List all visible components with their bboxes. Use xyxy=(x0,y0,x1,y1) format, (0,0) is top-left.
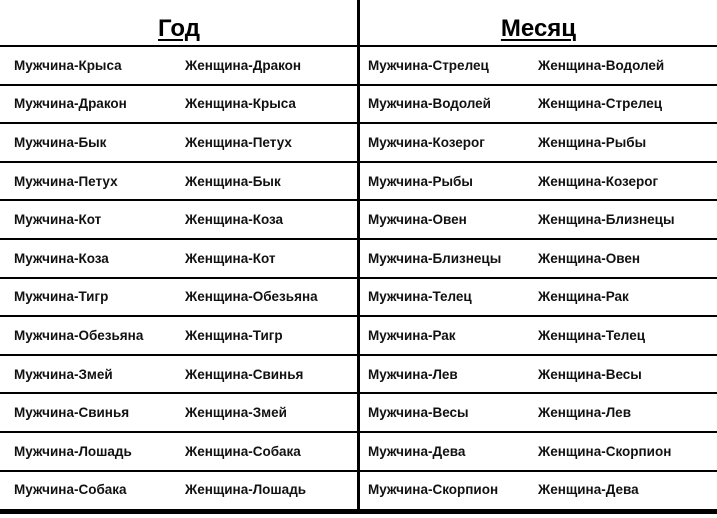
cell-year-woman: Женщина-Змей xyxy=(185,405,287,421)
cell-year-woman: Женщина-Крыса xyxy=(185,96,296,112)
cell-year-man: Мужчина-Собака xyxy=(14,482,127,498)
cell-year-woman: Женщина-Дракон xyxy=(185,57,302,73)
cell-year-man: Мужчина-Обезьяна xyxy=(14,327,144,343)
cell-year-man: Мужчина-Коза xyxy=(14,250,109,266)
cell-month-woman: Женщина-Лев xyxy=(538,405,631,421)
cell-month-woman: Женщина-Дева xyxy=(538,482,639,498)
cell-month-man: Мужчина-Дева xyxy=(368,443,466,459)
cell-year-woman: Женщина-Бык xyxy=(185,173,281,189)
cell-month-woman: Женщина-Стрелец xyxy=(538,96,663,112)
cell-year-man: Мужчина-Лошадь xyxy=(14,443,132,459)
month-header-text: Месяц xyxy=(500,15,577,42)
column-divider xyxy=(357,0,360,512)
cell-month-man: Мужчина-Близнецы xyxy=(368,250,502,266)
cell-month-woman: Женщина-Козерог xyxy=(538,173,659,189)
month-column-header xyxy=(360,0,717,45)
table-bottom-border xyxy=(0,509,717,514)
cell-year-man: Мужчина-Свинья xyxy=(14,405,130,421)
cell-month-woman: Женщина-Скорпион xyxy=(538,443,672,459)
cell-year-woman: Женщина-Свинья xyxy=(185,366,304,382)
cell-year-man: Мужчина-Змей xyxy=(14,366,113,382)
cell-year-woman: Женщина-Кот xyxy=(185,250,276,266)
cell-month-man: Мужчина-Рыбы xyxy=(368,173,473,189)
cell-year-man: Мужчина-Кот xyxy=(14,212,102,228)
cell-month-man: Мужчина-Рак xyxy=(368,327,456,343)
cell-month-woman: Женщина-Телец xyxy=(538,327,645,343)
cell-month-woman: Женщина-Рак xyxy=(538,289,629,305)
cell-year-woman: Женщина-Коза xyxy=(185,212,284,228)
cell-month-man: Мужчина-Козерог xyxy=(368,134,485,150)
cell-year-woman: Женщина-Лошадь xyxy=(185,482,307,498)
cell-month-woman: Женщина-Овен xyxy=(538,250,640,266)
cell-month-man: Мужчина-Телец xyxy=(368,289,472,305)
cell-year-man: Мужчина-Петух xyxy=(14,173,118,189)
cell-month-man: Мужчина-Лев xyxy=(368,366,458,382)
year-column-header xyxy=(0,0,358,45)
year-header-text: Год xyxy=(158,15,200,42)
cell-month-man: Мужчина-Скорпион xyxy=(368,482,499,498)
cell-month-man: Мужчина-Стрелец xyxy=(368,57,489,73)
cell-month-woman: Женщина-Близнецы xyxy=(538,212,675,228)
cell-month-woman: Женщина-Весы xyxy=(538,366,642,382)
cell-month-man: Мужчина-Весы xyxy=(368,405,469,421)
cell-month-woman: Женщина-Водолей xyxy=(538,57,665,73)
cell-year-woman: Женщина-Обезьяна xyxy=(185,289,318,305)
cell-month-man: Мужчина-Овен xyxy=(368,212,467,228)
cell-year-man: Мужчина-Крыса xyxy=(14,57,122,73)
cell-year-woman: Женщина-Петух xyxy=(185,134,292,150)
cell-year-woman: Женщина-Собака xyxy=(185,443,301,459)
cell-month-woman: Женщина-Рыбы xyxy=(538,134,647,150)
cell-year-man: Мужчина-Тигр xyxy=(14,289,109,305)
cell-month-man: Мужчина-Водолей xyxy=(368,96,491,112)
cell-year-woman: Женщина-Тигр xyxy=(185,327,283,343)
cell-year-man: Мужчина-Бык xyxy=(14,134,107,150)
cell-year-man: Мужчина-Дракон xyxy=(14,96,127,112)
